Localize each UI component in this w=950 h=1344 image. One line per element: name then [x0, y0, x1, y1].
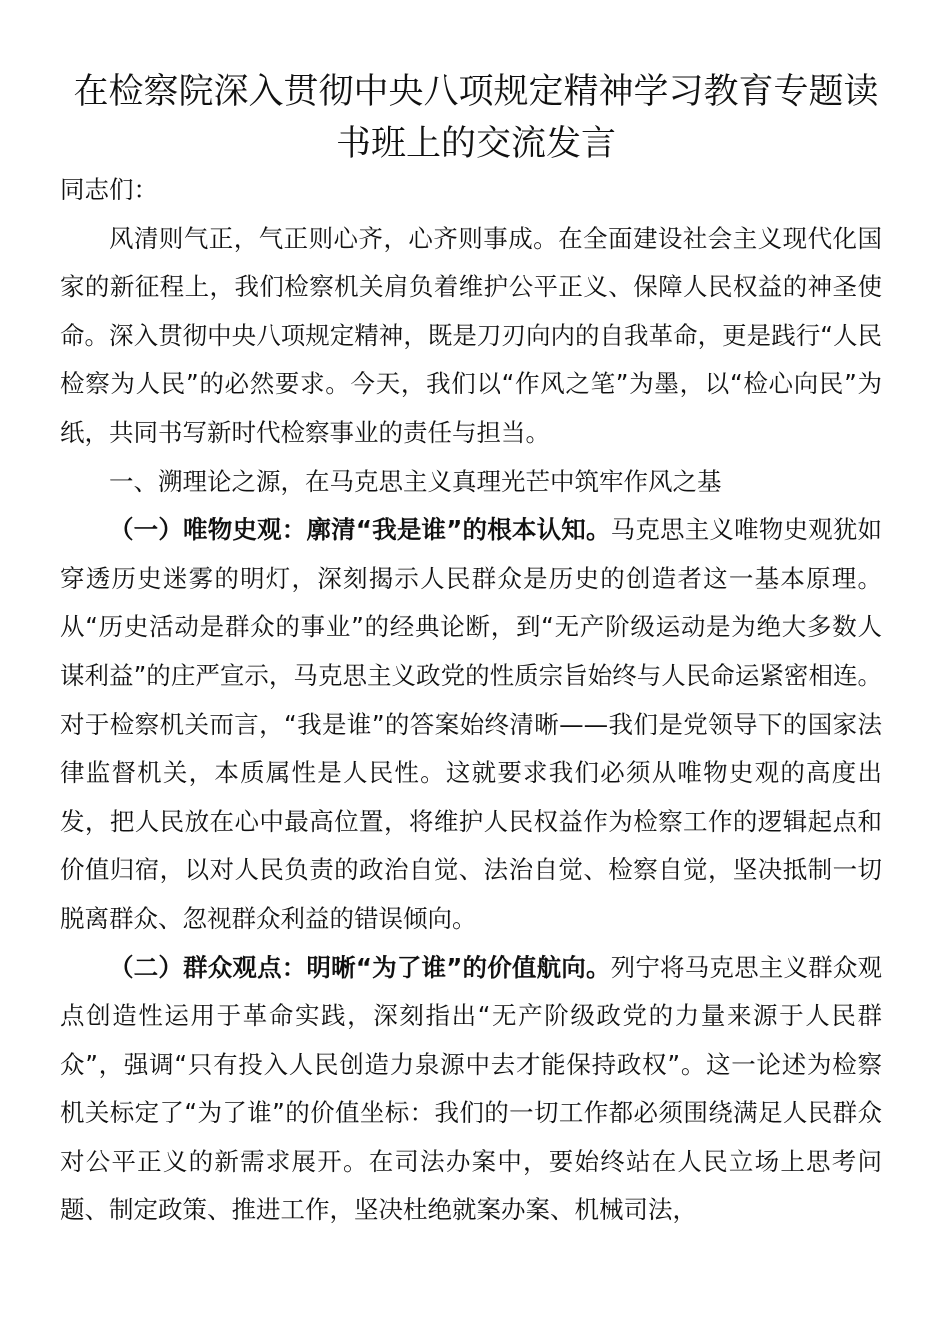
section-heading-text: 一、溯理论之源，在马克思主义真理光芒中筑牢作风之基	[109, 466, 722, 496]
paragraph-subsection-1	[60, 506, 882, 943]
document-title: 在检察院深入贯彻中央八项规定精神学习教育专题读书班上的交流发言	[73, 72, 879, 164]
paragraph-subsection-2	[60, 944, 882, 1236]
paragraph-text: 列宁将马克思主义群众观点创造性运用于革命实践，深刻指出“无产阶级政党的力量来源于人民群众”，强调“只有投入人民创造力泉源中去才能保持政权”。这一论述为检察机关标定了“为了谁”的价值坐标：我们的一切工作都必须围绕满足人民群众对公平正义的新需求展开。在司法办案中，要始终站在人民立场上思考问题、制定政策、推进工作，坚决杜绝就案办案、机械司法，	[60, 952, 883, 1225]
subsection-heading: （一）唯物史观：廓清“我是谁”的根本认知。	[109, 515, 611, 545]
paragraph-intro	[60, 215, 882, 458]
section-heading-1	[60, 458, 882, 507]
document-body	[60, 166, 882, 1235]
salutation: 同志们：	[60, 175, 158, 204]
paragraph-text: 风清则气正，气正则心齐，心齐则事成。在全面建设社会主义现代化国家的新征程上，我们检察机关肩负着维护公平正义、保障人民权益的神圣使命。深入贯彻中央八项规定精神，既是刀刃向内的自我革命，更是践行“人民检察为人民”的必然要求。今天，我们以“作风之笔”为墨，以“检心向民”为纸，共同书写新时代检察事业的责任与担当。	[60, 223, 882, 447]
subsection-heading: （二）群众观点：明晰“为了谁”的价值航向。	[109, 952, 611, 982]
paragraph-text: 马克思主义唯物史观犹如穿透历史迷雾的明灯，深刻揭示人民群众是历史的创造者这一基本原理。从“历史活动是群众的事业”的经典论断，到“无产阶级运动是为绝大多数人谋利益”的庄严宣示，马克思主义政党的性质宗旨始终与人民命运紧密相连。对于检察机关而言，“我是谁”的答案始终清晰——我们是党领导下的国家法律监督机关，本质属性是人民性。这就要求我们必须从唯物史观的高度出发，把人民放在心中最高位置，将维护人民权益作为检察工作的逻辑起点和价值归宿，以对人民负责的政治自觉、法治自觉、检察自觉，坚决抵制一切脱离群众、忽视群众利益的错误倾向。	[60, 515, 883, 933]
